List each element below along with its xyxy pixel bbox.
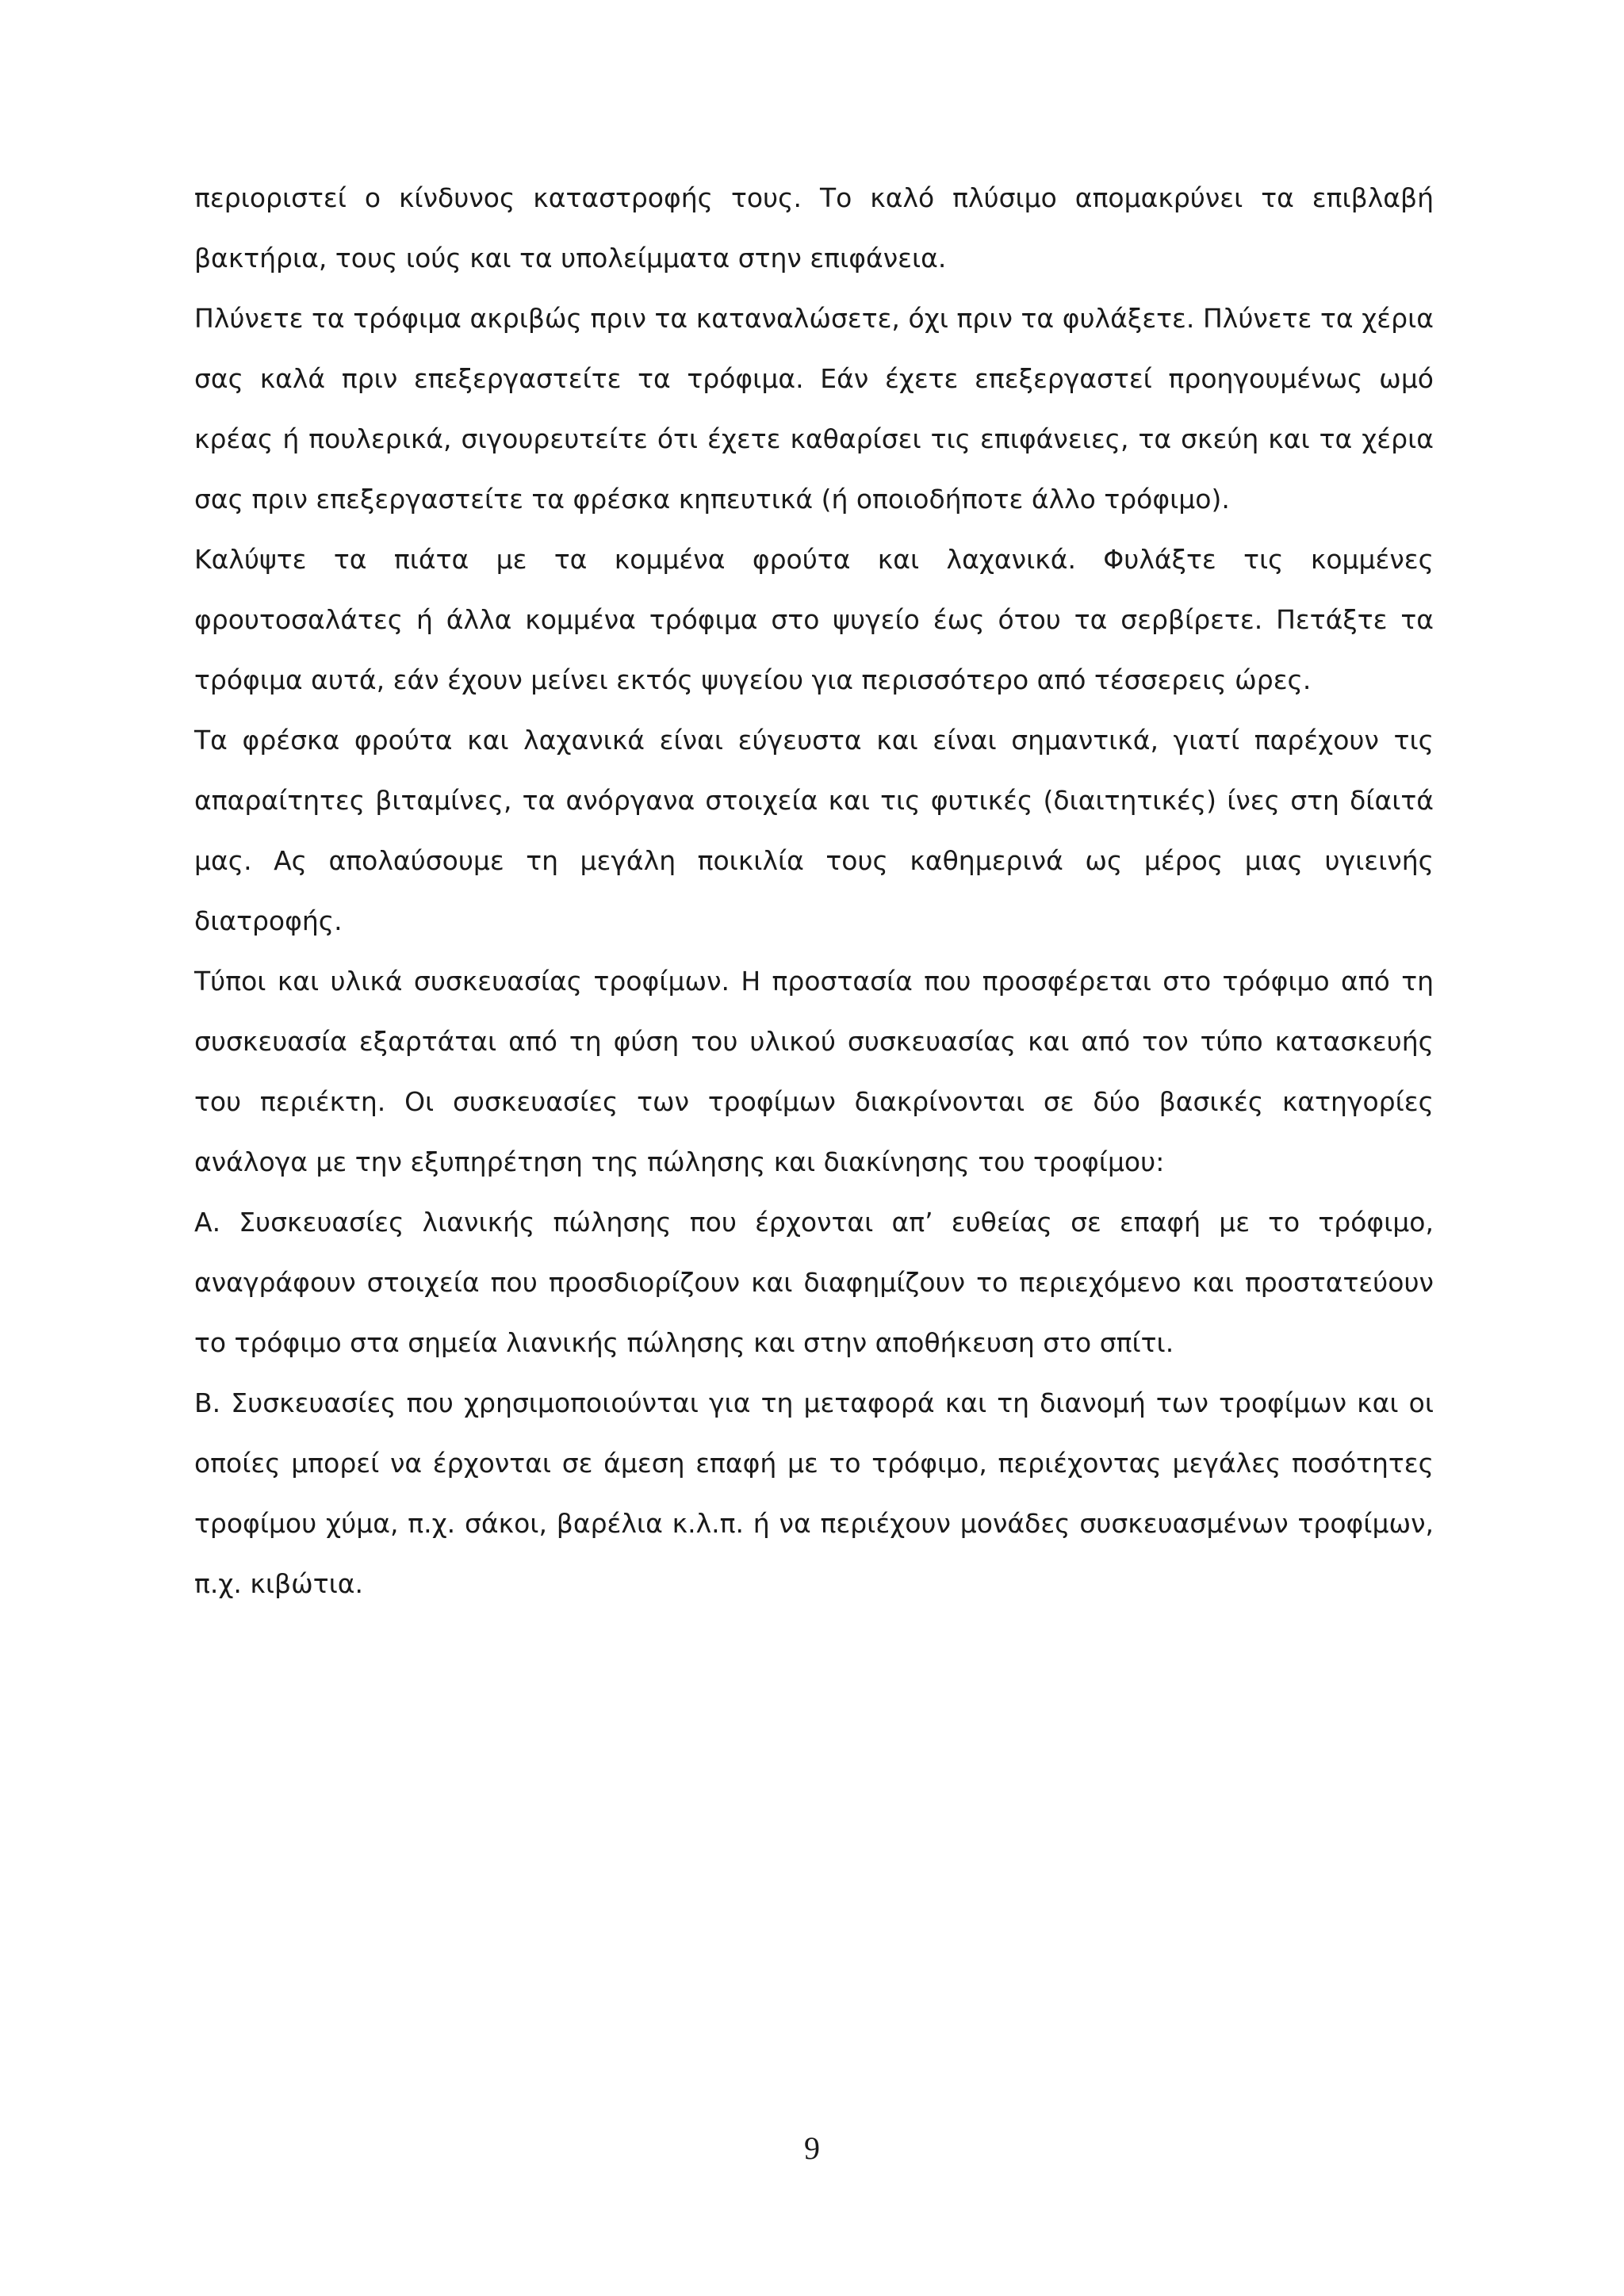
paragraph-fresh-produce-benefits: Τα φρέσκα φρούτα και λαχανικά είναι εύγευστα και είναι σημαντικά, γιατί παρέχουν τις απαραίτητες βιταμίνες, τα ανόργανα στοιχεία και τις φυτικές (διαιτητικές) ίνες στη δίαιτά μας. Ας απολαύσουμε τη μεγάλη ποικιλία τους καθημερινά ως μέρος μιας υγιεινής διατροφής. xyxy=(194,725,1434,936)
paragraph-transport-packaging: Β. Συσκευασίες που χρησιμοποιούνται για τη μεταφορά και τη διανομή των τροφίμων και οι οποίες μπορεί να έρχονται σε άμεση επαφή με το τρόφιμο, περιέχοντας μεγάλες ποσότητες τροφίμου χύμα, π.χ. σάκοι, βαρέλια κ.λ.π. ή να περιέχουν μονάδες συσκευασμένων τροφίμων, π.χ. κιβώτια. xyxy=(194,1387,1434,1599)
paragraph-packaging-washing: περιοριστεί ο κίνδυνος καταστροφής τους. Το καλό πλύσιμο απομακρύνει τα επιβλαβή βακτήρια, τους ιούς και τα υπολείμματα στην επιφάνεια. xyxy=(194,182,1434,274)
paragraph-retail-packaging: Α. Συσκευασίες λιανικής πώλησης που έρχονται απ’ ευθείας σε επαφή με το τρόφιμο, αναγράφουν στοιχεία που προσδιορίζουν και διαφημίζουν το περιεχόμενο και προστατεύουν το τρόφιμο στα σημεία λιανικής πώλησης και στην αποθήκευση στο σπίτι. xyxy=(194,1207,1434,1358)
paragraph-cover-cut-produce: Καλύψτε τα πιάτα με τα κομμένα φρούτα και λαχανικά. Φυλάξτε τις κομμένες φρουτοσαλάτες ή άλλα κομμένα τρόφιμα στο ψυγείο έως ότου τα σερβίρετε. Πετάξτε τα τρόφιμα αυτά, εάν έχουν μείνει εκτός ψυγείου για περισσότερο από τέσσερεις ώρες. xyxy=(194,544,1434,695)
paragraph-wash-before-eating: Πλύνετε τα τρόφιμα ακριβώς πριν τα καταναλώσετε, όχι πριν τα φυλάξετε. Πλύνετε τα χέρια σας καλά πριν επεξεργαστείτε τα τρόφιμα. Εάν έχετε επεξεργαστεί προηγουμένως ωμό κρέας ή πουλερικά, σιγουρευτείτε ότι έχετε καθαρίσει τις επιφάνειες, τα σκεύη και τα χέρια σας πριν επεξεργαστείτε τα φρέσκα κηπευτικά (ή οποιοδήποτε άλλο τρόφιμο). xyxy=(194,303,1434,515)
page-number: 9 xyxy=(804,2130,820,2166)
paragraph-packaging-types: Τύποι και υλικά συσκευασίας τροφίμων. Η προστασία που προσφέρεται στο τρόφιμο από τη συσκευασία εξαρτάται από τη φύση του υλικού συσκευασίας και από τον τύπο κατασκευής του περιέκτη. Οι συσκευασίες των τροφίμων διακρίνονται σε δύο βασικές κατηγορίες ανάλογα με την εξυπηρέτηση της πώλησης και διακίνησης του τροφίμου: xyxy=(194,966,1434,1177)
document-body xyxy=(194,168,1434,1614)
